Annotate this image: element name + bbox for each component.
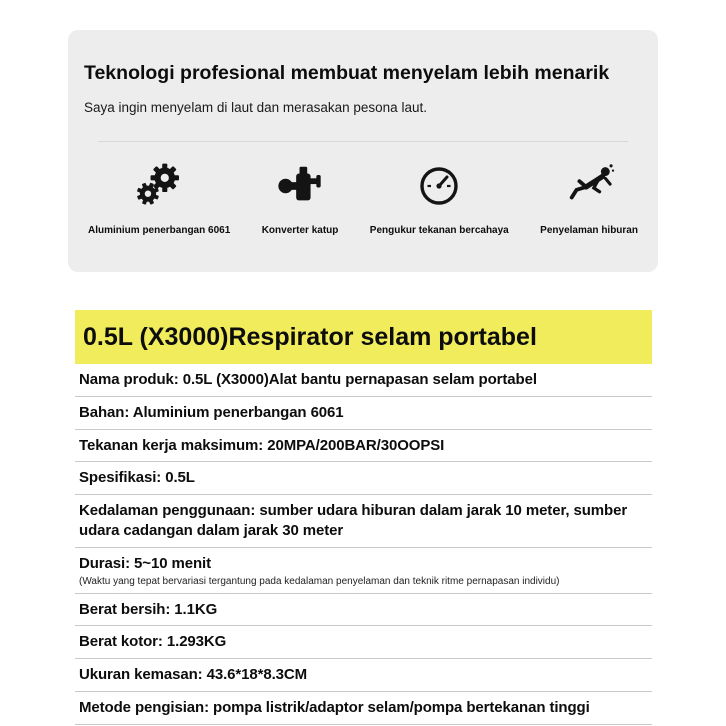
feature-valve bbox=[262, 160, 339, 236]
spec-row-filling-method bbox=[75, 692, 652, 725]
spec-row-gross-weight bbox=[75, 626, 652, 659]
spec-row-net-weight bbox=[75, 594, 652, 627]
divider bbox=[98, 141, 628, 142]
spec-text: Kedalaman penggunaan: sumber udara hiburan dalam jarak 10 meter, sumber udara cadangan dalam jarak 30 meter bbox=[79, 502, 628, 539]
spec-row-material bbox=[75, 397, 652, 430]
spec-text: Tekanan kerja maksimum: 20MPA/200BAR/30OOPSI bbox=[79, 436, 445, 454]
diver-icon bbox=[562, 160, 616, 212]
hero-title: Teknologi profesional membuat menyelam lebih menarik bbox=[84, 62, 610, 84]
gears-icon bbox=[134, 160, 184, 212]
hero-card bbox=[68, 30, 658, 272]
spec-text: Berat bersih: 1.1KG bbox=[79, 600, 218, 618]
feature-diver bbox=[540, 160, 638, 236]
spec-table-title: 0.5L (X3000)Respirator selam portabel bbox=[75, 310, 652, 364]
spec-row-package-size bbox=[75, 659, 652, 692]
feature-row bbox=[84, 160, 642, 236]
spec-text: Spesifikasi: 0.5L bbox=[79, 469, 195, 487]
spec-row-specification bbox=[75, 462, 652, 495]
spec-row-product-name bbox=[75, 364, 652, 397]
feature-label: Aluminium penerbangan 6061 bbox=[88, 225, 231, 236]
feature-label: Penyelaman hiburan bbox=[540, 225, 638, 236]
spec-text: Ukuran kemasan: 43.6*18*8.3CM bbox=[79, 666, 308, 684]
spec-table bbox=[75, 310, 652, 725]
spec-text: Metode pengisian: pompa listrik/adaptor selam/pompa bertekanan tinggi bbox=[79, 698, 590, 716]
feature-aluminium bbox=[88, 160, 230, 236]
valve-icon bbox=[275, 160, 325, 212]
feature-label: Konverter katup bbox=[261, 225, 339, 236]
hero-subtitle: Saya ingin menyelam di laut dan merasakan pesona laut. bbox=[84, 100, 427, 115]
spec-text: Berat kotor: 1.293KG bbox=[79, 633, 227, 651]
spec-row-depth bbox=[75, 495, 652, 548]
feature-label: Pengukur tekanan bercahaya bbox=[369, 225, 509, 236]
spec-text: Bahan: Aluminium penerbangan 6061 bbox=[79, 403, 344, 421]
gauge-icon bbox=[415, 160, 463, 212]
spec-row-duration bbox=[75, 548, 652, 594]
spec-duration-note: (Waktu yang tepat bervariasi tergantung pada kedalaman penyelaman dan teknik ritme pernapasan individu) bbox=[79, 575, 560, 587]
feature-gauge bbox=[370, 160, 509, 236]
spec-text: Durasi: 5~10 menit bbox=[79, 554, 212, 572]
spec-row-max-pressure bbox=[75, 430, 652, 463]
spec-text: Nama produk: 0.5L (X3000)Alat bantu pernapasan selam portabel bbox=[79, 371, 537, 388]
